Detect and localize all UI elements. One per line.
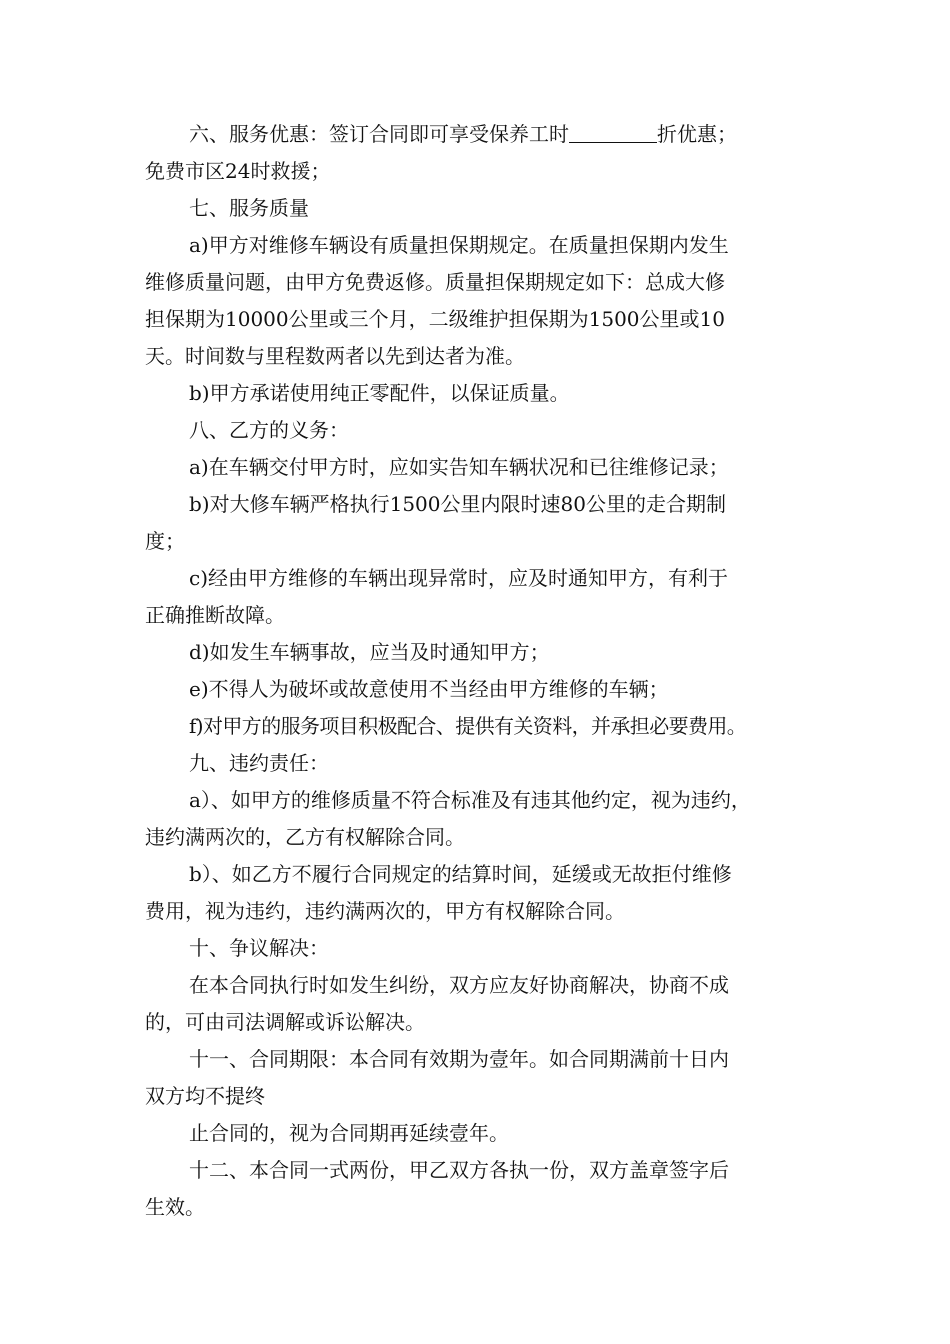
section-11-text: 十一、合同期限：本合同有效期为壹年。如合同期满前十日内 bbox=[189, 1047, 729, 1071]
section-8-item-c: c)经由甲方维修的车辆出现异常时，应及时通知甲方，有利于 bbox=[189, 566, 729, 590]
section-7-title: 七、服务质量 bbox=[189, 196, 309, 220]
section-8-item-a: a)在车辆交付甲方时，应如实告知车辆状况和已往维修记录； bbox=[189, 455, 729, 479]
discount-blank-field bbox=[569, 120, 657, 143]
section-8-item-e: e)不得人为破坏或故意使用不当经由甲方维修的车辆； bbox=[189, 677, 669, 701]
section-11-text-cont: 双方均不提终 bbox=[145, 1084, 265, 1108]
section-7-item-a-line-1: a)甲方对维修车辆设有质量担保期规定。在质量担保期内发生 bbox=[189, 233, 729, 257]
section-6-rescue: 免费市区24时救援； bbox=[145, 159, 331, 183]
section-8-title: 八、乙方的义务： bbox=[189, 418, 349, 442]
section-6-text-start: 六、服务优惠：签订合同即可享受保养工时 bbox=[189, 122, 569, 146]
section-10-text: 在本合同执行时如发生纠纷，双方应友好协商解决，协商不成 bbox=[189, 973, 729, 997]
section-7-item-a-line-3: 担保期为10000公里或三个月，二级维护担保期为1500公里或10 bbox=[145, 307, 725, 331]
section-11-text-end: 止合同的，视为合同期再延续壹年。 bbox=[189, 1121, 509, 1145]
section-8-item-d: d)如发生车辆事故，应当及时通知甲方； bbox=[189, 640, 550, 664]
section-10-text-cont: 的，可由司法调解或诉讼解决。 bbox=[145, 1010, 425, 1034]
section-7-item-a-line-2: 维修质量问题，由甲方免费返修。质量担保期规定如下：总成大修 bbox=[145, 270, 725, 294]
section-6-service-discount bbox=[145, 116, 825, 153]
section-8-item-c-cont: 正确推断故障。 bbox=[145, 603, 285, 627]
section-9-item-a: a）、如甲方的维修质量不符合标准及有违其他约定，视为违约， bbox=[189, 788, 751, 812]
section-12-text: 十二、本合同一式两份，甲乙双方各执一份，双方盖章签字后 bbox=[189, 1158, 729, 1182]
section-7-item-a-line-4: 天。时间数与里程数两者以先到达者为准。 bbox=[145, 344, 525, 368]
section-8-item-f: f)对甲方的服务项目积极配合、提供有关资料，并承担必要费用。 bbox=[189, 714, 747, 738]
section-9-item-b-cont: 费用，视为违约，违约满两次的，甲方有权解除合同。 bbox=[145, 899, 625, 923]
section-10-title: 十、争议解决： bbox=[189, 936, 329, 960]
section-9-item-b: b）、如乙方不履行合同规定的结算时间，延缓或无故拒付维修 bbox=[189, 862, 732, 886]
section-8-item-b: b)对大修车辆严格执行1500公里内限时速80公里的走合期制 bbox=[189, 492, 726, 516]
section-7-item-a bbox=[145, 227, 825, 264]
section-12-text-cont: 生效。 bbox=[145, 1195, 205, 1219]
section-7-item-a-cont bbox=[145, 264, 825, 375]
section-9-title: 九、违约责任： bbox=[189, 751, 329, 775]
section-6-text-end: 折优惠； bbox=[657, 122, 737, 146]
section-7-item-b: b)甲方承诺使用纯正零配件，以保证质量。 bbox=[189, 381, 570, 405]
section-8-item-b-cont: 度； bbox=[145, 529, 185, 553]
section-9-item-a-cont: 违约满两次的，乙方有权解除合同。 bbox=[145, 825, 465, 849]
contract-body bbox=[145, 116, 825, 1226]
